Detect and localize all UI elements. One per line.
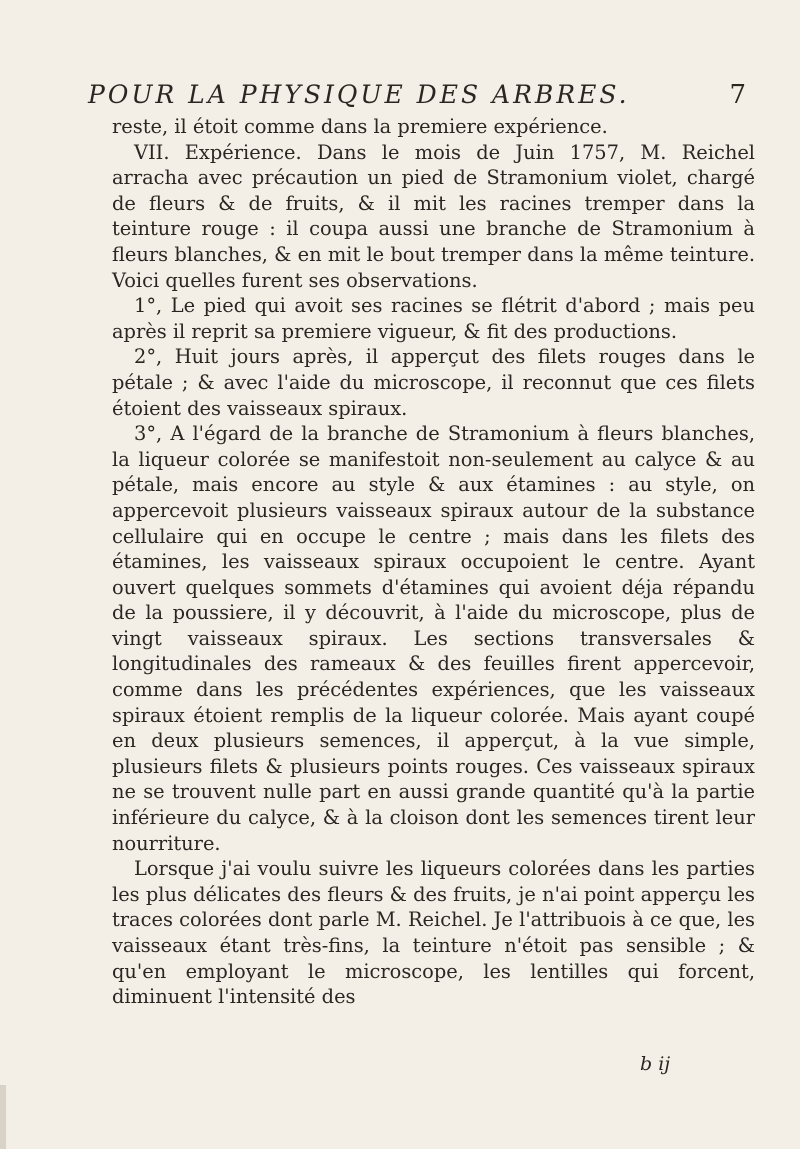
paragraph: Lorsque j'ai voulu suivre les liqueurs colorées dans les parties les plus délicates des fleurs & des fruits, je n'ai point apperçu les traces colorées dont parle M. Reichel. Je l'attribuois à ce que, les vaisseaux étant très-fins, la teinture n'étoit pas sensible ; & qu'en employant le microscope, les lentilles qui forcent, diminuent l'intensité des — [112, 857, 755, 1009]
running-header — [88, 80, 748, 110]
paragraph: VII. Expérience. Dans le mois de Juin 1757, M. Reichel arracha avec précaution un pied de Stramonium violet, chargé de fleurs & de fruits, & il mit les racines tremper dans la teinture rouge : il coupa aussi une branche de Stramonium à fleurs blanches, & en mit le bout tremper dans la même teinture. Voici quelles furent ses observations. — [112, 140, 755, 292]
page-edge-shadow — [0, 1085, 6, 1149]
paragraph: 1°, Le pied qui avoit ses racines se flétrit d'abord ; mais peu après il reprit sa premiere vigueur, & fit des productions. — [112, 294, 755, 343]
paragraph: 2°, Huit jours après, il apperçut des filets rouges dans le pétale ; & avec l'aide du microscope, il reconnut que ces filets étoient des vaisseaux spiraux. — [112, 345, 755, 420]
page-number: 7 — [729, 80, 748, 110]
paragraph: 3°, A l'égard de la branche de Stramonium à fleurs blanches, la liqueur colorée se manifestoit non-seulement au calyce & au pétale, mais encore au style & aux étamines : au style, on appercevoit plusieurs vaisseaux spiraux autour de la substance cellulaire qui en occupe le centre ; mais dans les filets des étamines, les vaisseaux spiraux occupoient le centre. Ayant ouvert quelques sommets d'étamines qui avoient déja répandu de la poussiere, il y découvrit, à l'aide du microscope, plus de vingt vaisseaux spiraux. Les sections transversales & longitudinales des rameaux & des feuilles firent appercevoir, comme dans les précédentes expériences, que les vaisseaux spiraux étoient remplis de la liqueur colorée. Mais ayant coupé en deux plusieurs semences, il apperçut, à la vue simple, plusieurs filets & plusieurs points rouges. Ces vaisseaux spiraux ne se trouvent nulle part en aussi grande quantité qu'à la partie inférieure du calyce, & à la cloison dont les semences tirent leur nourriture. — [112, 422, 755, 855]
paragraph: reste, il étoit comme dans la premiere expérience. — [112, 115, 608, 138]
signature-mark: b ij — [640, 1053, 671, 1075]
body-text — [112, 114, 755, 1010]
running-title: POUR LA PHYSIQUE DES ARBRES. — [88, 80, 630, 109]
